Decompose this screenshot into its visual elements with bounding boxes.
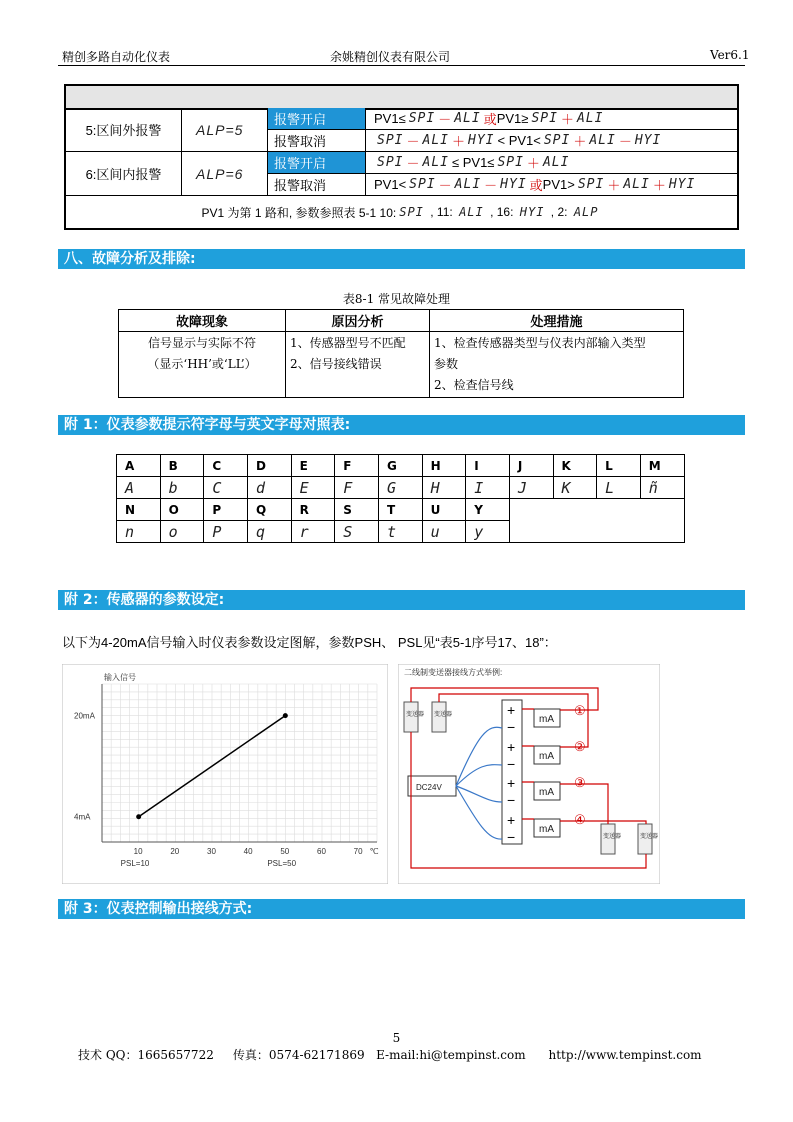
letter-cell: N (117, 499, 161, 521)
data-point (283, 713, 288, 718)
param-token: ALI (422, 133, 449, 148)
operator-token: － (406, 156, 420, 171)
letter-cell: I (466, 455, 510, 477)
param-token: SPI (409, 177, 436, 192)
letter-cell: E (291, 455, 335, 477)
x-tick-label: 20 (170, 847, 180, 856)
expr-text: PV1> (542, 177, 575, 192)
term-plus: + (507, 702, 516, 718)
param-token: HYI (519, 205, 545, 219)
segment-glyph: t (378, 521, 422, 543)
x-axis-label: ℃ (369, 847, 379, 856)
section-title-appendix3: 附 3：仪表控制输出接线方式: (58, 899, 745, 919)
expr-text: , 16: (486, 205, 517, 219)
letter-cell: B (160, 455, 204, 477)
letter-cell: D (247, 455, 291, 477)
data-point (136, 814, 141, 819)
x-tick-label: 60 (317, 847, 326, 856)
expr-text: PV1≤ (374, 111, 406, 126)
letter-cell: H (422, 455, 466, 477)
segment-glyph: K (553, 477, 597, 499)
footer-contact (78, 1046, 702, 1063)
term-minus: − (507, 756, 516, 772)
fault-header: 故障现象 (119, 310, 286, 332)
alarm-open-label: 报警开启 (268, 152, 366, 174)
segment-glyph: P (204, 521, 248, 543)
expr-text: , 11: (426, 205, 457, 219)
letter-cell: P (204, 499, 248, 521)
expr-text: PV1< (374, 177, 407, 192)
segment-glyph: L (597, 477, 641, 499)
circuit-number: ① (574, 703, 586, 718)
param-token: SPI (399, 205, 424, 219)
term-minus: − (507, 719, 516, 735)
letter-cell: S (335, 499, 379, 521)
expr-text: ≤ PV1≤ (451, 155, 495, 170)
x-tick-label: 70 (353, 847, 363, 856)
alarm-cancel-expr (366, 174, 739, 196)
segment-glyph: G (378, 477, 422, 499)
param-token: HYI (634, 133, 662, 148)
section-title-appendix2: 附 2：传感器的参数设定: (58, 590, 745, 610)
footer-web[interactable]: http://www.tempinst.com (548, 1048, 702, 1062)
operator-token: ＋ (451, 134, 465, 149)
param-token: ALI (542, 155, 570, 170)
segment-glyph: A (117, 477, 161, 499)
alarm-open-expr (366, 152, 739, 174)
letter-cell: T (378, 499, 422, 521)
circuit-number: ③ (574, 775, 586, 790)
fault-table (118, 309, 684, 398)
fault-fix: 参数 (434, 357, 459, 371)
letter-cell: M (640, 455, 684, 477)
operator-token: 或 (483, 112, 497, 127)
letter-cell: Y (466, 499, 510, 521)
letter-cell: C (204, 455, 248, 477)
segment-glyph: C (204, 477, 248, 499)
letter-cell: J (509, 455, 553, 477)
operator-token: ＋ (560, 112, 574, 127)
x-tick-label: 10 (133, 847, 143, 856)
sensor-chart (62, 664, 388, 884)
circuit-number: ② (574, 739, 586, 754)
operator-token: ＋ (573, 134, 587, 149)
fault-cause: 2、信号接线错误 (290, 357, 382, 371)
term-plus: + (507, 812, 516, 828)
alarm-table (64, 84, 739, 230)
svg-text:变送器: 变送器 (406, 712, 425, 718)
letter-cell: K (553, 455, 597, 477)
segment-glyph: d (247, 477, 291, 499)
meter-label: mA (539, 824, 554, 835)
param-token: HYI (500, 177, 527, 192)
segment-glyph: r (291, 521, 335, 543)
term-minus: − (507, 792, 516, 808)
y-axis-label: 输入信号 (104, 673, 136, 682)
alarm-name: 5:区间外报警 (66, 108, 182, 152)
letter-table-blank (509, 499, 684, 543)
param-token: ALI (459, 205, 484, 219)
x-tick-label: 30 (207, 847, 216, 856)
segment-glyph: ñ (640, 477, 684, 499)
x-tick-label: 40 (243, 847, 253, 856)
letter-cell: G (378, 455, 422, 477)
fault-cause: 1、传感器型号不匹配 (290, 336, 406, 350)
operator-token: 或 (529, 178, 543, 193)
letter-cell: F (335, 455, 379, 477)
param-token: HYI (668, 177, 696, 192)
svg-text:变送器: 变送器 (640, 834, 659, 840)
x-tick-label: 50 (280, 847, 290, 856)
alarm-note-text: PV1 为第 1 路和, 参数参照表 5-1 10: (201, 205, 397, 220)
footer-fax: 传真：0574-62171869 (232, 1048, 365, 1062)
operator-token: ＋ (607, 178, 621, 193)
page-number: 5 (392, 1031, 401, 1045)
alarm-cancel-label: 报警取消 (268, 130, 366, 152)
operator-token: － (438, 178, 452, 193)
letter-table (116, 454, 685, 543)
param-token: ALI (454, 177, 482, 192)
section-title-fault: 八、故障分析及排除: (58, 249, 745, 269)
param-token: SPI (408, 111, 436, 126)
section-title-appendix1: 附 1：仪表参数提示符字母与英文字母对照表: (58, 415, 745, 435)
expr-text: PV1≥ (496, 111, 529, 126)
operator-token: ＋ (652, 178, 666, 193)
fault-symptom: 信号显示与实际不符 (147, 336, 256, 350)
segment-glyph: u (422, 521, 466, 543)
segment-glyph: n (117, 521, 161, 543)
alarm-cancel-expr (366, 130, 739, 152)
segment-glyph: E (291, 477, 335, 499)
meter-label: mA (539, 714, 554, 725)
operator-token: － (438, 112, 452, 127)
param-token: SPI (377, 155, 404, 170)
param-token: HYI (468, 133, 495, 148)
operator-token: － (484, 178, 498, 193)
alarm-note (66, 197, 737, 227)
fault-header: 原因分析 (286, 310, 430, 332)
fault-fix: 1、检查传感器类型与仪表内部输入类型 (434, 336, 646, 350)
term-minus: − (507, 829, 516, 845)
param-token: ALI (589, 133, 616, 148)
term-plus: + (507, 739, 516, 755)
segment-glyph: J (509, 477, 553, 499)
wiring-title: 二线制变送器接线方式举例: (404, 668, 503, 677)
param-token: SPI (377, 133, 404, 148)
fault-header: 处理措施 (430, 310, 684, 332)
footer-qq: 技术 QQ：1665657722 (78, 1048, 214, 1062)
alarm-note-params (396, 205, 601, 219)
alarm-open-label: 报警开启 (268, 108, 366, 130)
supply-label: DC24V (416, 783, 442, 792)
svg-text:变送器: 变送器 (434, 712, 453, 718)
expr-text: < PV1< (497, 133, 541, 148)
letter-cell: O (160, 499, 204, 521)
y-tick-label: 20mA (74, 711, 95, 721)
operator-token: － (406, 134, 420, 149)
footer-email[interactable]: E-mail:hi@tempinst.com (376, 1048, 526, 1062)
alarm-code: ALP=6 (182, 152, 268, 196)
header-center: 余姚精创仪表有限公司 (330, 50, 451, 64)
y-tick-label: 4mA (74, 812, 91, 822)
expr-text: , 2: (547, 205, 571, 219)
circuit-number: ④ (574, 812, 586, 827)
param-token: SPI (543, 133, 571, 148)
letter-cell: L (597, 455, 641, 477)
fault-fix: 2、检查信号线 (434, 378, 514, 392)
fault-caption: 表8-1 常见故障处理 (342, 292, 451, 306)
segment-glyph: H (422, 477, 466, 499)
letter-cell: A (117, 455, 161, 477)
letter-cell: U (422, 499, 466, 521)
segment-glyph: F (335, 477, 379, 499)
meter-label: mA (539, 787, 554, 798)
fault-symptom: （显示‘HH’或‘LL’） (147, 357, 257, 371)
param-token: ALI (576, 111, 604, 126)
param-token: SPI (497, 155, 524, 170)
segment-glyph: y (466, 521, 510, 543)
header-rule (58, 65, 745, 66)
header-left: 精创多路自动化仪表 (62, 50, 171, 64)
annotation: PSL=10 (120, 859, 150, 868)
appendix2-intro: 以下为4-20mA信号输入时仪表参数设定图解，参数PSH、 PSL见“表5-1序号17、18”： (62, 635, 557, 650)
wiring-diagram (398, 664, 660, 884)
param-token: ALI (422, 155, 449, 170)
param-token: SPI (577, 177, 605, 192)
segment-glyph: b (160, 477, 204, 499)
segment-glyph: S (335, 521, 379, 543)
letter-cell: R (291, 499, 335, 521)
operator-token: － (618, 134, 632, 149)
annotation: PSL=50 (267, 859, 297, 868)
param-token: SPI (531, 111, 558, 126)
operator-token: ＋ (526, 156, 540, 171)
param-token: ALI (454, 111, 481, 126)
header-right: Ver6.1 (710, 48, 750, 62)
meter-label: mA (539, 751, 554, 762)
svg-text:变送器: 变送器 (603, 834, 622, 840)
param-token: ALI (623, 177, 650, 192)
alarm-cancel-label: 报警取消 (268, 174, 366, 196)
letter-cell: Q (247, 499, 291, 521)
alarm-open-expr (366, 108, 739, 130)
term-plus: + (507, 775, 516, 791)
alarm-name: 6:区间内报警 (66, 152, 182, 196)
param-token: ALP (573, 205, 599, 219)
segment-glyph: q (247, 521, 291, 543)
segment-glyph: o (160, 521, 204, 543)
segment-glyph: I (466, 477, 510, 499)
alarm-code: ALP=5 (182, 108, 268, 152)
